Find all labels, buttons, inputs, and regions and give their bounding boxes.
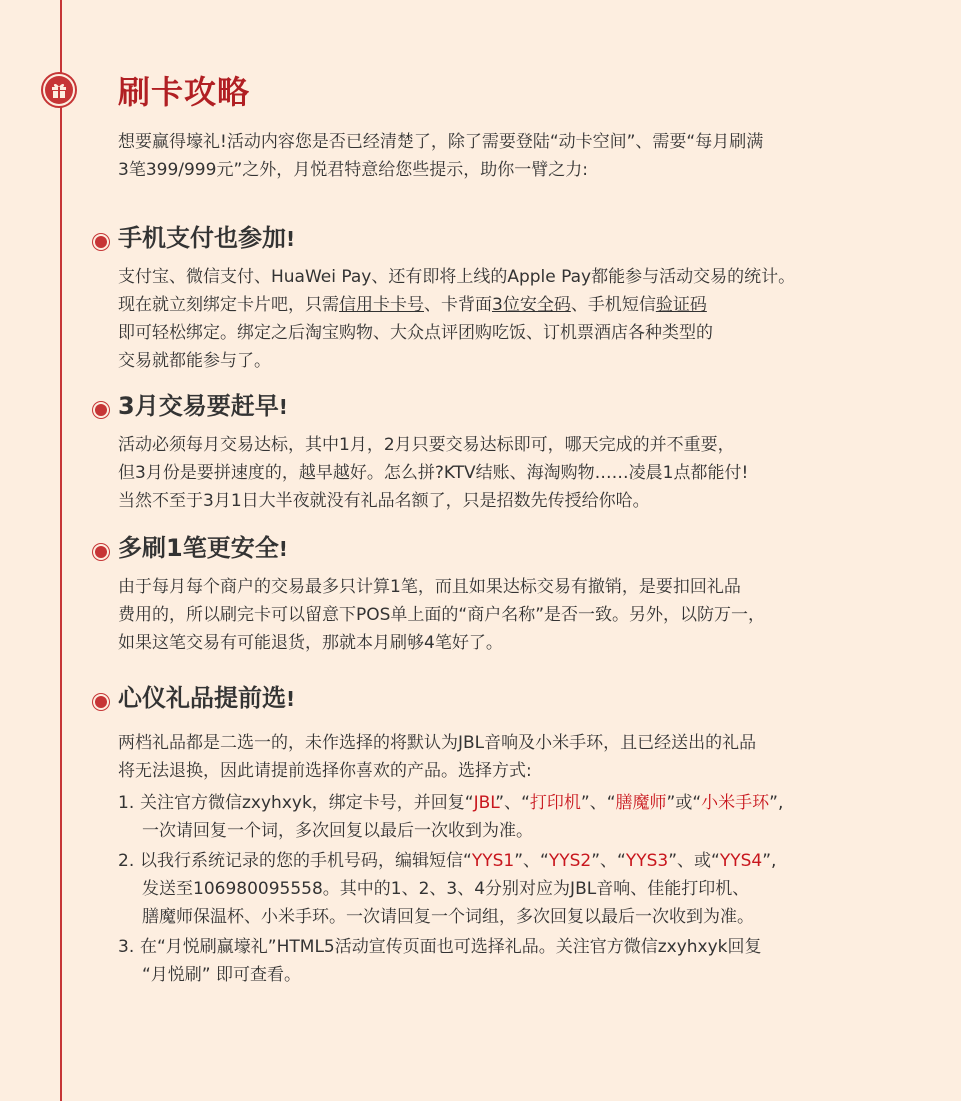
sms-code: YYS1 (471, 851, 515, 871)
page-title: 刷卡攻略 (118, 73, 251, 111)
step-number: 2. (118, 851, 135, 871)
body-line: 费用的，所以刷完卡可以留意下POS单上面的“商户名称”是否一致。另外，以防万一， (118, 605, 766, 625)
section-title: 心仪礼品提前选! (118, 684, 296, 712)
gift-badge (41, 72, 77, 108)
body-line: 将无法退换，因此请提前选择你喜欢的产品。选择方式: (118, 761, 532, 781)
step-line: 发送至106980095558。其中的1、2、3、4分别对应为JBL音响、佳能打印机、 (142, 879, 750, 899)
underline-text: 信用卡卡号 (339, 295, 424, 315)
body-line: 活动必须每月交易达标，其中1月，2月只要交易达标即可，哪天完成的并不重要， (118, 435, 735, 455)
section-title: 手机支付也参加! (118, 224, 296, 252)
section-bullet (95, 404, 107, 416)
step-line: 一次请回复一个词，多次回复以最后一次收到为准。 (142, 821, 533, 841)
section-mobile-pay (118, 218, 898, 375)
body-line: 但3月份是要拼速度的，越早越好。怎么拼?KTV结账、海淘购物……凌晨1点都能付! (118, 463, 749, 483)
section-body (118, 729, 898, 785)
step-line: 在“月悦刷赢壕礼”HTML5活动宣传页面也可选择礼品。关注官方微信zxyhxyk回复 (140, 937, 762, 957)
section-body (118, 431, 898, 515)
reply-keyword: 打印机 (529, 793, 581, 813)
reply-keyword: 膳魔师 (615, 793, 667, 813)
section-body (118, 263, 898, 375)
section-body (118, 573, 898, 657)
sms-code: YYS2 (548, 851, 592, 871)
underline-text: 验证码 (655, 295, 707, 315)
section-march-early (118, 386, 898, 515)
intro-line: 3笔399/999元”之外，月悦君特意给您些提示，助你一臂之力: (118, 160, 588, 180)
step-line: 关注官方微信zxyhxyk，绑定卡号，并回复“JBL”、“打印机”、“膳魔师”或“小米手环”, (140, 793, 784, 813)
section-bullet (95, 696, 107, 708)
underline-text: 3位安全码 (492, 295, 571, 315)
gift-icon (45, 76, 73, 104)
section-extra-swipe (118, 528, 898, 657)
body-line: 当然不至于3月1日大半夜就没有礼品名额了，只是招数先传授给你哈。 (118, 491, 650, 511)
section-title: 3月交易要赶早! (118, 392, 288, 420)
body-line: 现在就立刻绑定卡片吧，只需信用卡卡号、卡背面3位安全码、手机短信验证码 (118, 295, 707, 315)
list-item (118, 933, 898, 989)
intro-paragraph (118, 128, 918, 184)
selection-steps (118, 789, 898, 989)
section-bullet (95, 236, 107, 248)
section-title: 多刷1笔更安全! (118, 534, 288, 562)
list-item (118, 847, 898, 931)
sms-code: YYS4 (719, 851, 763, 871)
body-line: 两档礼品都是二选一的，未作选择的将默认为JBL音响及小米手环，且已经送出的礼品 (118, 733, 757, 753)
body-line: 即可轻松绑定。绑定之后淘宝购物、大众点评团购吃饭、订机票酒店各种类型的 (118, 323, 713, 343)
section-gift-choice (118, 678, 898, 991)
reply-keyword: 小米手环 (701, 793, 770, 813)
section-bullet (95, 546, 107, 558)
body-line: 交易就都能参与了。 (118, 351, 271, 371)
step-line: 膳魔师保温杯、小米手环。一次请回复一个词组，多次回复以最后一次收到为准。 (142, 907, 754, 927)
reply-keyword: JBL (473, 793, 496, 813)
step-line: “月悦刷” 即可查看。 (142, 965, 302, 985)
step-line: 以我行系统记录的您的手机号码，编辑短信“YYS1”、“YYS2”、“YYS3”、或“YYS4”, (140, 851, 777, 871)
step-number: 3. (118, 937, 135, 957)
sms-code: YYS3 (625, 851, 669, 871)
timeline-line (60, 0, 62, 1101)
body-line: 支付宝、微信支付、HuaWei Pay、还有即将上线的Apple Pay都能参与活动交易的统计。 (118, 267, 796, 287)
intro-line: 想要赢得壕礼!活动内容您是否已经清楚了，除了需要登陆“动卡空间”、需要“每月刷满 (118, 132, 764, 152)
step-number: 1. (118, 793, 135, 813)
list-item (118, 789, 898, 845)
body-line: 如果这笔交易有可能退货，那就本月刷够4笔好了。 (118, 633, 503, 653)
body-line: 由于每月每个商户的交易最多只计算1笔，而且如果达标交易有撤销，是要扣回礼品 (118, 577, 741, 597)
